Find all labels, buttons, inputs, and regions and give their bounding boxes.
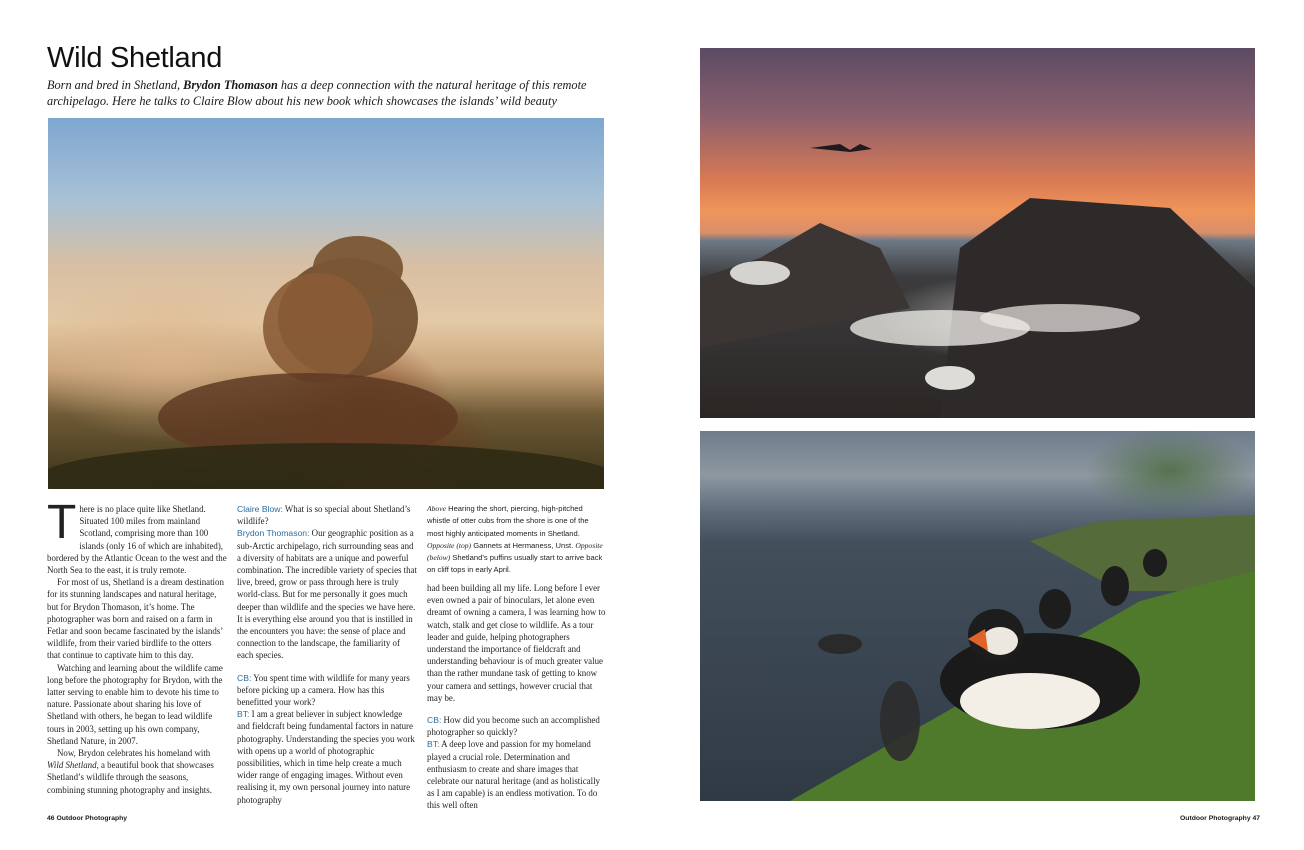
caption-above: Above Hearing the short, piercing, high-pitched whistle of otter cubs from the shore is one of the most highly anticipated moments in Shetland. bbox=[427, 504, 589, 538]
puffins-illustration bbox=[700, 431, 1255, 801]
paragraph: Now, Brydon celebrates his homeland with Wild Shetland, a beautiful book that showcases Shetland’s wildlife through the seasons, combining stunning photography and insights. bbox=[47, 748, 214, 795]
body-column-1 bbox=[47, 496, 227, 796]
question: CB: How did you become such an accomplished photographer so quickly? bbox=[427, 715, 600, 738]
otter-photo bbox=[48, 118, 604, 489]
body-column-2 bbox=[237, 503, 417, 806]
paragraph: here is no place quite like Shetland. Situated 100 miles from mainland Scotland, comprising more than 100 islands (only 16 of which are inhabited), bordered by the Atlantic Ocean to the west and the North Sea to the east, it is truly remote. bbox=[47, 504, 227, 576]
page-folio-left: 46 Outdoor Photography bbox=[47, 815, 128, 822]
answer: Brydon Thomason: Our geographic position as a sub-Arctic archipelago, rich surrounding seas and a diversity of habitats are a unique and powerful combination. The incredible variety of species that live, breed, grow or pass through here is truly world-class. But for me personally it goes much deeper than wildlife and the species we have here. It is everything else around you that is instilled in the encounters you have: the sense of place and connection to the landscape, the familiarity of each species. bbox=[237, 528, 417, 661]
question: CB: You spent time with wildlife for many years before picking up a camera. How has this benefitted your work? bbox=[237, 672, 410, 708]
answer: BT: A deep love and passion for my homeland played a crucial role. Determination and enthusiasm to create and share images that celebrate our natural heritage (and as holistically as I am capable) is an endless motivation. To do this well often bbox=[427, 739, 600, 811]
gannets-photo bbox=[700, 48, 1255, 418]
image-captions bbox=[427, 503, 607, 577]
book-title: Wild Shetland bbox=[47, 760, 97, 771]
otter-illustration bbox=[48, 118, 604, 489]
standfirst-author: Brydon Thomason bbox=[183, 78, 278, 92]
paragraph: For most of us, Shetland is a dream destination for its stunning landscapes and natural heritage, but for Brydon Thomason, it’s home. The photographer was born and raised on a farm in Fetlar and soon became fascinated by the islands’ wildlife, from their varied birdlife to the otters that continue to captivate him to this day. bbox=[47, 577, 224, 661]
article-title: Wild Shetland bbox=[47, 42, 223, 74]
question: Claire Blow: What is so special about Shetland’s wildlife? bbox=[237, 504, 411, 527]
answer: BT: I am a great believer in subject knowledge and fieldcraft being fundamental factors in nature photography. Understanding the species you work with opens up a world of photographic possibilities, which in time help create a much wider range of engaging images. Without even realising it, my own personal journey into nature photography bbox=[237, 709, 415, 805]
caption-opposite-below: Opposite (below) Shetland’s puffins usually start to arrive back on cliff tops in early April. bbox=[427, 540, 603, 575]
gannets-illustration bbox=[700, 48, 1255, 418]
caption-opposite-top: Opposite (top) Gannets at Hermaness, Unst. bbox=[427, 540, 574, 550]
body-column-3 bbox=[427, 582, 607, 812]
paragraph: Watching and learning about the wildlife came long before the photography for Brydon, with the latter serving to enable him to devote his time to nature. Passionate about sharing his love of Shetland with others, he began to lead wildlife tours in 2003, setting up his own company, Shetland Nature, in 2007. bbox=[47, 662, 223, 746]
page-folio-right: Outdoor Photography 47 bbox=[1180, 815, 1261, 822]
puffins-photo bbox=[700, 431, 1255, 801]
paragraph: had been building all my life. Long before I ever even owned a pair of binoculars, let alone even dreamt of owning a camera, I was learning how to watch, stalk and get close to wildlife. As a tour leader and guide, helping photographers understand the importance of fieldcraft and understanding behaviour is of much greater value than the rather mundane task of getting to know your camera and settings, however crucial that may be. bbox=[427, 583, 606, 703]
standfirst: Born and bred in Shetland, Brydon Thomason has a deep connection with the natural heritage of this remote archipelago. Here he talks to Claire Blow about his new book which showcases the islands’ wild beauty bbox=[47, 78, 587, 108]
drop-cap: T bbox=[47, 496, 77, 549]
